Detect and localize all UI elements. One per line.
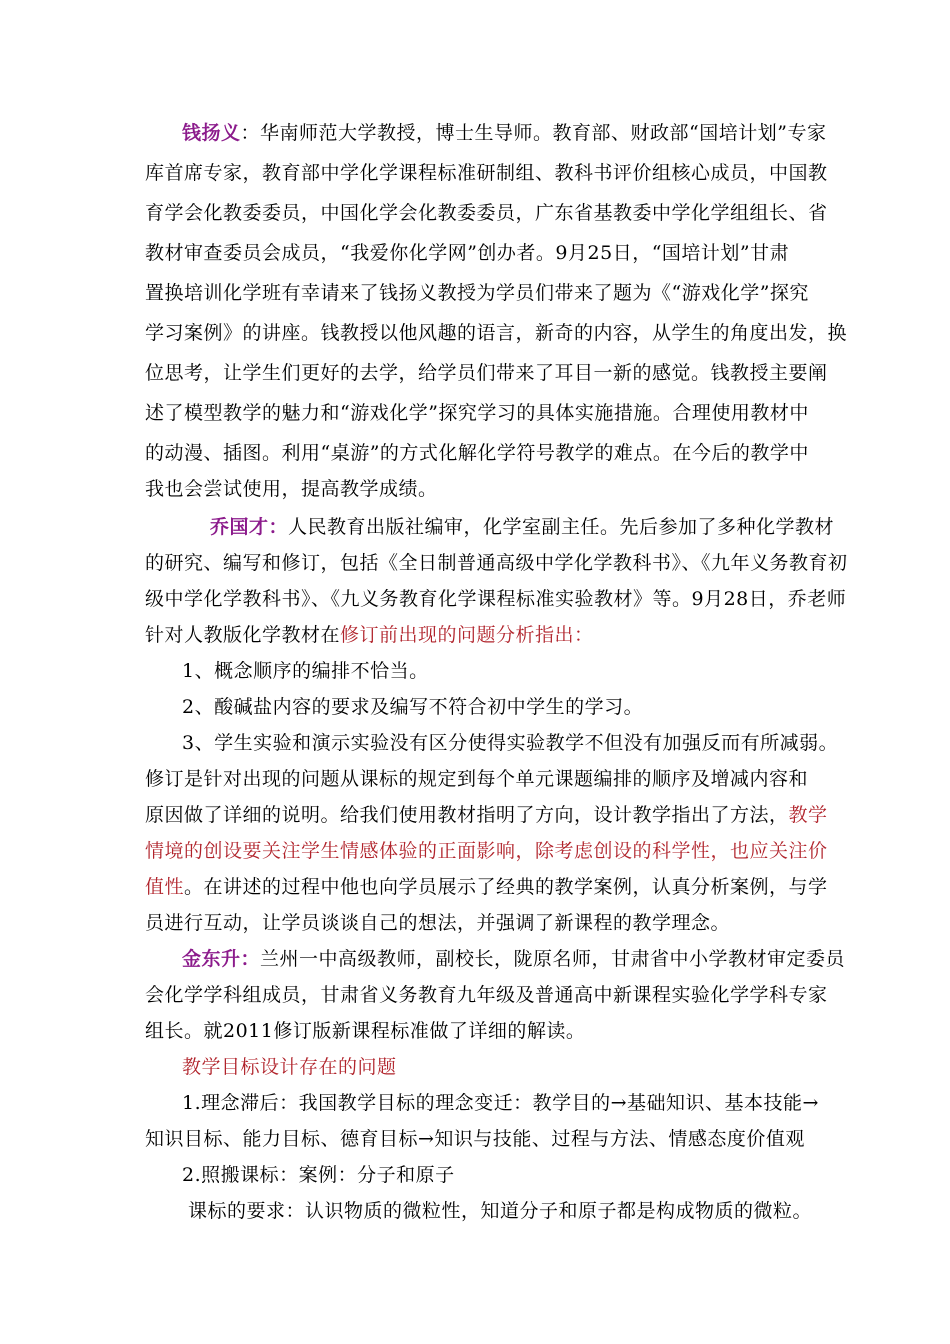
paragraph-line: 针对人教版化学教材在修订前出现的问题分析指出：	[145, 624, 594, 646]
paragraph-line: 会化学学科组成员，甘肃省义务教育九年级及普通高中新课程实验化学学科专家	[145, 984, 828, 1006]
paragraph-line: 级中学化学教科书》、《九义务教育化学课程标准实验教材》等。9月28日，乔老师	[145, 588, 847, 610]
paragraph-line: 的研究、编写和修订，包括《全日制普通高级中学化学教科书》、《九年义务教育初	[145, 552, 848, 574]
paragraph-line: 位思考，让学生们更好的去学，给学员们带来了耳目一新的感觉。钱教授主要阐	[145, 362, 828, 384]
highlight-text: 教学	[788, 804, 828, 826]
section-heading: 教学目标设计存在的问题	[182, 1056, 397, 1078]
paragraph-line: 修订是针对出现的问题从课标的规定到每个单元课题编排的顺序及增减内容和	[145, 768, 809, 790]
paragraph-line: 1.理念滞后：我国教学目标的理念变迁：教学目的→基础知识、基本技能→	[182, 1092, 819, 1114]
paragraph-line: 育学会化教委委员，中国化学会化教委委员，广东省基教委中学化学组组长、省	[145, 202, 828, 224]
paragraph-line: 2.照搬课标：案例：分子和原子	[182, 1164, 455, 1186]
paragraph-line: 的动漫、插图。利用“桌游”的方式化解化学符号教学的难点。在今后的教学中	[145, 442, 809, 464]
paragraph-line: 组长。就2011修订版新课程标准做了详细的解读。	[145, 1020, 586, 1042]
paragraph-jin-line-1: 金东升：兰州一中高级教师，副校长，陇原名师，甘肃省中小学教材审定委员	[182, 948, 846, 970]
paragraph-line: 知识目标、能力目标、德育目标→知识与技能、过程与方法、情感态度价值观	[145, 1128, 805, 1150]
highlight-text: 情境的创设要关注学生情感体验的正面影响，除考虑创设的科学性，也应关注价	[145, 840, 828, 862]
paragraph-line: 我也会尝试使用，提高教学成绩。	[145, 478, 438, 500]
paragraph-line: 教材审查委员会成员，“我爱你化学网”创办者。9月25日，“国培计划”甘肃	[145, 242, 790, 264]
paragraph-qian-line-1: 钱扬义：华南师范大学教授，博士生导师。教育部、财政部“国培计划”专家	[182, 122, 827, 144]
paragraph-line: 值性。在讲述的过程中他也向学员展示了经典的教学案例，认真分析案例，与学	[145, 876, 828, 898]
paragraph-line: 员进行互动，让学员谈谈自己的想法，并强调了新课程的教学理念。	[145, 912, 731, 934]
paragraph-line: 置换培训化学班有幸请来了钱扬义教授为学员们带来了题为《“游戏化学”探究	[145, 282, 809, 304]
person-name-qian: 钱扬义	[182, 122, 241, 144]
highlight-text: 值性	[145, 876, 185, 898]
list-item: 2、酸碱盐内容的要求及编写不符合初中学生的学习。	[182, 696, 644, 718]
person-name-qiao: 乔国才：	[210, 516, 289, 538]
list-item: 3、学生实验和演示实验没有区分使得实验教学不但没有加强反而有所减弱。	[182, 732, 839, 754]
paragraph-line: 原因做了详细的说明。给我们使用教材指明了方向，设计教学指出了方法，教学	[145, 804, 828, 826]
paragraph-qiao-line-1: 乔国才：人民教育出版社编审，化学室副主任。先后参加了多种化学教材	[210, 516, 835, 538]
paragraph-line: 课标的要求：认识物质的微粒性，知道分子和原子都是构成物质的微粒。	[188, 1200, 813, 1222]
person-name-jin: 金东升：	[182, 948, 261, 970]
highlight-text: 修订前出现的问题分析指出：	[340, 624, 594, 646]
paragraph-line: 库首席专家，教育部中学化学课程标准研制组、教科书评价组核心成员，中国教	[145, 162, 828, 184]
paragraph-line: 学习案例》的讲座。钱教授以他风趣的语言，新奇的内容，从学生的角度出发，换	[145, 322, 848, 344]
paragraph-line: 述了模型教学的魅力和“游戏化学”探究学习的具体实施措施。合理使用教材中	[145, 402, 809, 424]
list-item: 1、概念顺序的编排不恰当。	[182, 660, 429, 682]
